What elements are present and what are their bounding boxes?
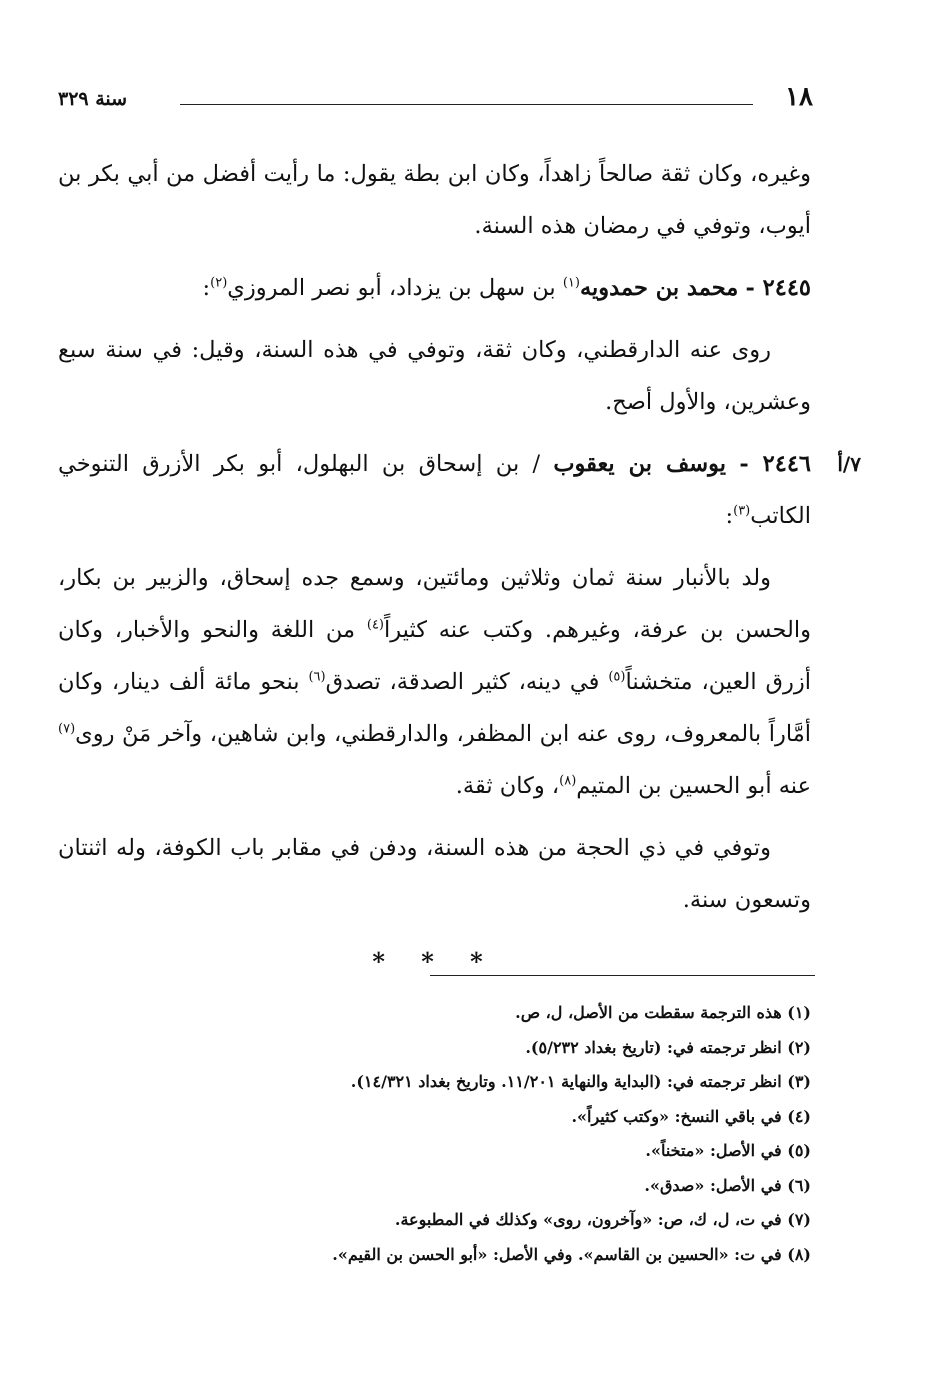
text-run: بنحو مائة ألف دينار، وكان أمَّاراً بالمعروف، روى عنه ابن المظفر، والدارقطني، وابن شاهين، وآخر مَنْ روى (58, 669, 811, 747)
manuscript-folio-note: ٧/أ (837, 452, 861, 476)
entry-heading-2445 (58, 262, 811, 314)
header-rule (180, 104, 753, 105)
entry-number: ٢٤٤٦ - (739, 451, 811, 477)
entry-lineage: بن سهل بن يزداد، أبو نصر المروزي (227, 275, 563, 301)
page-number: ١٨ (785, 82, 813, 112)
entry-colon: : (202, 275, 211, 301)
footnote-rule (430, 975, 815, 976)
text-run: في دينه، كثير الصدقة، تصدق (325, 669, 609, 695)
footnote-7: (٧) في ت، ل، ك، ص: «وآخرون، روى» وكذلك في المطبوعة. (394, 1210, 811, 1229)
running-head: سنة ٣٢٩ (58, 88, 128, 110)
paragraph-2445-bio: روى عنه الدارقطني، وكان ثقة، وتوفي في هذه السنة، وقيل: في سنة سبع وعشرين، والأول أصح. (58, 337, 811, 415)
footnote-ref: (٧) (58, 721, 76, 737)
footnote-ref: (٥) (608, 669, 626, 685)
text-run: ، وكان ثقة. (455, 773, 560, 799)
page-header (58, 82, 813, 122)
text-run: ولد بالأنبار سنة ثمان وثلاثين ومائتين، وسمع جده إسحاق، والزبير بن بكار، والحسن بن عرفة، وغيرهم. وكتب عنه كثيراً (58, 565, 811, 643)
footnote-ref: (١) (562, 275, 580, 291)
footnote-ref: (٢) (210, 275, 228, 291)
footnote-ref: (٤) (366, 617, 384, 633)
main-text (58, 148, 861, 988)
footnote-ref: (٣) (733, 503, 751, 519)
footnotes (180, 996, 811, 1272)
footnote-1: (١) هذه الترجمة سقطت من الأصل، ل، ص. (515, 1003, 811, 1022)
entry-number: ٢٤٤٥ - (745, 275, 811, 301)
entry-lineage: / بن إسحاق بن البهلول، أبو بكر الأزرق التنوخي الكاتب (58, 451, 811, 529)
entry-name: محمد بن حمدويه (579, 275, 739, 301)
text-run: من اللغة والنحو والأخبار، وكان أزرق العين، متخشناً (58, 617, 811, 695)
footnote-2: (٢) انظر ترجمته في: (تاريخ بغداد ٥/٢٣٢). (525, 1037, 811, 1057)
paragraph-2446-death: وتوفي في ذي الحجة من هذه السنة، ودفن في مقابر باب الكوفة، وله اثنتان وتسعون سنة. (58, 835, 811, 913)
footnote-6: (٦) في الأصل: «صدق». (644, 1175, 811, 1195)
section-separator: * * * (372, 947, 497, 976)
footnote-5: (٥) في الأصل: «متخناً». (645, 1141, 811, 1160)
footnote-ref: (٨) (559, 773, 577, 789)
entry-heading-2446 (58, 438, 861, 542)
paragraph-2446-bio (58, 552, 811, 812)
footnote-3: (٣) انظر ترجمته في: (البداية والنهاية ١١/٢٠١. وتاريخ بغداد ١٤/٣٢١). (350, 1072, 811, 1091)
text-run: عنه أبو الحسين بن المتيم (576, 773, 811, 799)
entry-name: يوسف بن يعقوب (553, 451, 727, 477)
paragraph-intro: وغيره، وكان ثقة صالحاً زاهداً، وكان ابن بطة يقول: ما رأيت أفضل من أبي بكر بن أيوب، وتوفي في رمضان هذه السنة. (58, 161, 811, 239)
footnote-8: (٨) في ت: «الحسين بن القاسم». وفي الأصل: «أبو الحسن بن القيم». (332, 1244, 811, 1264)
footnote-ref: (٦) (308, 669, 326, 685)
footnote-4: (٤) في باقي النسخ: «وكتب كثيراً». (571, 1106, 811, 1126)
entry-colon: : (725, 503, 734, 529)
